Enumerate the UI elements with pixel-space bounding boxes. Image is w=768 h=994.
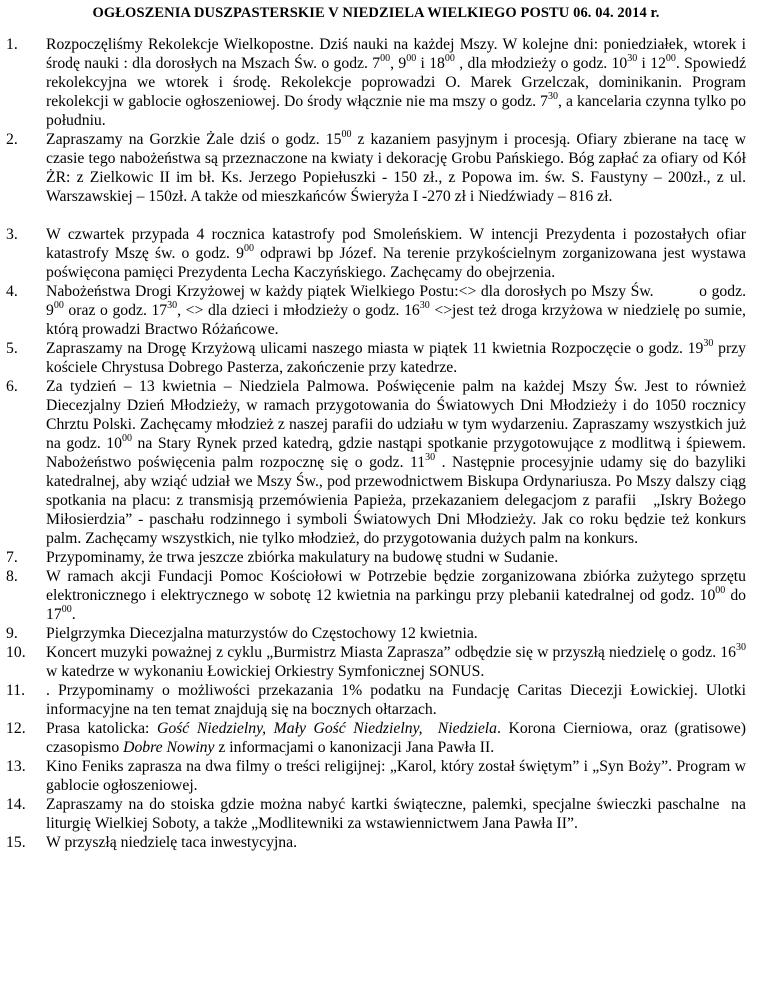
- announcement-item: [6, 548, 746, 567]
- item-text: W ramach akcji Fundacji Pomoc Kościołowi w Potrzebie będzie zorganizowana zbiórka zużytego sprzętu elektronicznego i elektrycznego w sobotę 12 kwietnia na parkingu przy plebanii katedralnej od godz. $10^{00}$ do $17^{00}$.: [46, 568, 747, 623]
- announcement-item: [6, 35, 746, 130]
- page-title: OGŁOSZENIA DUSZPASTERSKIE V NIEDZIELA WIELKIEGO POSTU 06. 04. 2014 r.: [92, 5, 660, 21]
- item-number: 4.: [6, 283, 18, 300]
- item-text: Nabożeństwa Drogi Krzyżowej w każdy piątek Wielkiego Postu:<> dla dorosłych po Mszy Św. o godz. $9^{00}$ oraz o godz. $17^{30}$, <> dla dzieci i młodzieży o godz. $16^{30}$ <>jest też droga krzyżowa w niedzielę po sumie, którą prowadzi Bractwo Różańcowe.: [46, 283, 746, 338]
- item-text: Zapraszamy na Drogę Krzyżową ulicami naszego miasta w piątek 11 kwietnia Rozpoczęcie o godz. $19^{30}$ przy kościele Chrystusa Dobrego Pasterza, zakończenie przy katedrze.: [46, 338, 746, 376]
- announcement-item: [6, 567, 746, 624]
- item-number: 5.: [6, 340, 18, 357]
- announcement-item: [6, 339, 746, 377]
- item-text: Zapraszamy na do stoiska gdzie można nabyć kartki świąteczne, palemki, specjalne świeczki paschalne na liturgię Wielkiej Soboty, a także „Modlitewniki za wstawiennictwem Jana Pawła II”.: [46, 796, 746, 832]
- item-number: 12.: [6, 720, 26, 737]
- item-number: 15.: [6, 834, 26, 851]
- announcement-item: [6, 225, 746, 282]
- item-text: . Przypominamy o możliwości przekazania 1% podatku na Fundację Caritas Diecezji Łowickiej. Ulotki informacyjne na ten temat znajdują się na bocznych ołtarzach.: [46, 682, 746, 718]
- item-number: 14.: [6, 796, 26, 813]
- item-text: W czwartek przypada 4 rocznica katastrofy pod Smoleńskiem. W intencji Prezydenta i pozostałych ofiar katastrofy Mszę św. o godz. $9^{00}$ odprawi bp Józef. Na terenie przykościelnym zorganizowana jest wystawa poświęcona pamięci Prezydenta Lecha Kaczyńskiego. Zachęcamy do obejrzenia.: [46, 226, 746, 281]
- item-number: 8.: [6, 568, 18, 585]
- announcement-item: [6, 130, 746, 206]
- announcement-item: [6, 643, 746, 681]
- announcement-item: [6, 757, 746, 795]
- announcement-list: [6, 35, 746, 852]
- announcement-item: [6, 377, 746, 548]
- announcement-item: [6, 833, 746, 852]
- announcement-item: [6, 719, 746, 757]
- item-number: 10.: [6, 644, 26, 661]
- item-number: 6.: [6, 378, 18, 395]
- item-text: Prasa katolicka: Gość Niedzielny, Mały Gość Niedzielny, Niedziela. Korona Cierniowa, oraz (gratisowe) czasopismo Dobre Nowiny z informacjami o kanonizacji Jana Pawła II.: [46, 720, 746, 756]
- announcement-item: [6, 282, 746, 339]
- item-text: Koncert muzyki poważnej z cyklu „Burmistrz Miasta Zaprasza” odbędzie się w przyszłą niedzielę o godz. $16^{30}$ w katedrze w wykonaniu Łowickiej Orkiestry Symfonicznej SONUS.: [46, 642, 746, 680]
- item-number: 7.: [6, 549, 18, 566]
- item-number: 2.: [6, 131, 18, 148]
- announcement-item: [6, 624, 746, 643]
- paragraph-gap: [6, 206, 746, 225]
- item-number: 1.: [6, 36, 18, 53]
- item-text: Zapraszamy na Gorzkie Żale dziś o godz. $15^{00}$ z kazaniem pasyjnym i procesją. Ofiary zbierane na tacę w czasie tego nabożeństwa są przeznaczone na kwiaty i dekorację Grobu Pańskiego. Bóg zapłać za ofiary od Kół ŻR: z Zielkowic II im bł. Ks. Jerzego Popiełuszki - 150 zł., z Popowa im. św. S. Faustyny – 200zł., z ul. Warszawskiej – 150zł. A także od mieszkańców Świeryża I -270 zł i Niedźwiady – 816 zł.: [46, 129, 746, 205]
- announcement-item: [6, 681, 746, 719]
- item-text: Przypominamy, że trwa jeszcze zbiórka makulatury na budowę studni w Sudanie.: [46, 549, 559, 566]
- announcement-item: [6, 795, 746, 833]
- item-text: Kino Feniks zaprasza na dwa filmy o treści religijnej: „Karol, który został świętym” i „Syn Boży”. Program w gablocie ogłoszeniowej.: [46, 758, 746, 794]
- item-number: 3.: [6, 226, 18, 243]
- item-number: 11.: [6, 682, 26, 699]
- item-number: 9.: [6, 625, 18, 642]
- item-text: W przyszłą niedzielę taca inwestycyjna.: [46, 834, 298, 851]
- item-text: Rozpoczęliśmy Rekolekcje Wielkopostne. Dziś nauki na każdej Mszy. W kolejne dni: poniedziałek, wtorek i środę nauki : dla dorosłych na Mszach Św. o godz. $7^{00}$, $9^{00}$ i $18^{00}$ , dla młodzieży o godz. $10^{30}$ i $12^{00}$. Spowiedź rekolekcyjna we wtorek i środę. Rekolekcje poprowadzi O. Marek Grzelczak, dominikanin. Program rekolekcji w gablocie ogłoszeniowej. Do środy włącznie nie ma mszy o godz. $7^{30}$, a kancelaria czynna tylko po południu.: [46, 36, 747, 129]
- item-text: Za tydzień – 13 kwietnia – Niedziela Palmowa. Poświęcenie palm na każdej Mszy Św. Jest to również Diecezjalny Dzień Młodzieży, w ramach przygotowania do Światowych Dni Młodzieży i do 1050 rocznicy Chrztu Polski. Zachęcamy młodzież z naszej parafii do udziału w tym wydarzeniu. Zapraszamy wszystkich już na godz. $10^{00}$ na Stary Rynek przed katedrą, gdzie nastąpi spotkanie przygotowujące z modlitwą i śpiewem. Nabożeństwo poświęcenia palm rozpocznę się o godz. $11^{30}$ . Następnie procesyjnie udamy się do bazyliki katedralnej, aby wziąć udział we Mszy Św., pod przewodnictwem Biskupa Ordynariusza. Po Mszy dalszy ciąg spotkania na placu: z transmisją przemówienia Papieża, przekazaniem delegacjom z parafii „Iskry Bożego Miłosierdzia” - paschału rodzinnego i symboli Światowych Dni Młodzieży. Jak co roku będzie też konkurs palm. Zachęcamy wszystkich, nie tylko młodzież, do przygotowania dużych palm na konkurs.: [46, 378, 746, 547]
- item-number: 13.: [6, 758, 26, 775]
- item-text: Pielgrzymka Diecezjalna maturzystów do Częstochowy 12 kwietnia.: [46, 625, 478, 642]
